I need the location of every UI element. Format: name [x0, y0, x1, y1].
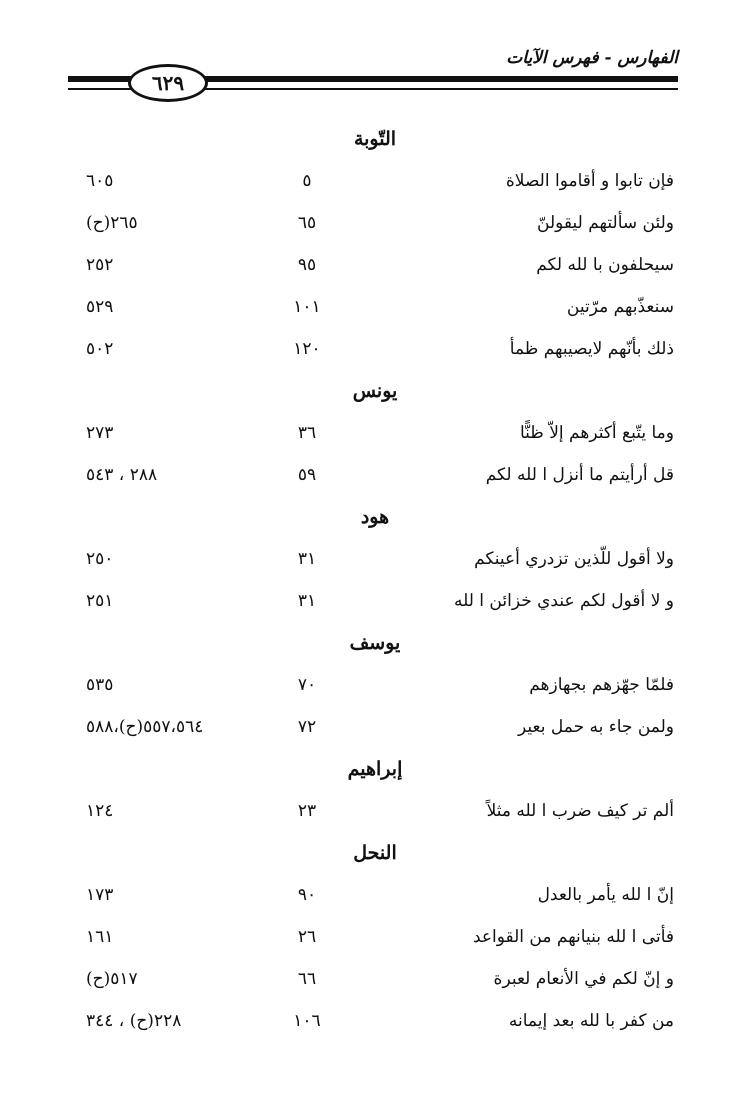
verse-row	[76, 160, 674, 202]
page-references: ٥٠٢	[86, 339, 114, 359]
verse-row	[76, 454, 674, 496]
verse-row	[76, 958, 674, 1000]
page-references: ٢٥٢	[86, 255, 114, 275]
page-references: ٦٠٥	[86, 171, 114, 191]
surah-heading: إبراهيم	[347, 758, 403, 780]
verse-row	[76, 916, 674, 958]
page-references: ١٧٣	[86, 885, 114, 905]
verse-number: ٧٢	[297, 717, 317, 737]
verse-text: فلمّا جهّزهم بجهازهم	[529, 675, 674, 695]
verse-row	[76, 412, 674, 454]
verse-row	[76, 790, 674, 832]
verse-text: و إنّ لكم في الأنعام لعبرة	[493, 969, 674, 989]
page-references: ٢٨٨ ، ٥٤٣	[86, 465, 158, 485]
page-references: ٢٥٠	[86, 549, 114, 569]
verse-row	[76, 664, 674, 706]
verse-number: ٩٥	[297, 255, 317, 275]
verse-number: ١٠٦	[293, 1011, 321, 1031]
surah-heading: يوسف	[349, 632, 401, 654]
verse-row	[76, 1000, 674, 1042]
page-references: ١٦١	[86, 927, 114, 947]
page-references: ١٢٤	[86, 801, 114, 821]
verse-text: فإن تابوا و أقاموا الصلاة	[505, 171, 674, 191]
verse-number: ٣١	[297, 549, 317, 569]
verse-text: ولمن جاء به حمل بعير	[518, 717, 674, 737]
page-references: ٢٥١	[86, 591, 114, 611]
page-number-badge: ٦٢٩	[128, 64, 208, 102]
page-references: ٥١٧(ح)	[86, 969, 138, 989]
verse-text: ألم تر كيف ضرب ا لله مثلاً	[486, 801, 674, 821]
verse-number: ٢٣	[297, 801, 317, 821]
verse-text: سنعذّبهم مرّتين	[566, 297, 674, 317]
verse-number: ١٢٠	[293, 339, 321, 359]
page-references: ٥٣٥	[86, 675, 114, 695]
verse-text: وما يتّبع أكثرهم إلاّ ظنًّا	[519, 423, 674, 443]
verse-text: ولا أقول للّذين تزدري أعينكم	[474, 549, 674, 569]
verse-text: فأتى ا لله بنيانهم من القواعد	[472, 927, 674, 947]
verse-number: ٣١	[297, 591, 317, 611]
verse-number: ٦٦	[297, 969, 317, 989]
verse-row	[76, 244, 674, 286]
verse-row	[76, 580, 674, 622]
page-references: ٥٥٧،٥٦٤(ح)،٥٨٨	[86, 717, 204, 737]
surah-heading: يونس	[352, 380, 398, 402]
verse-row	[76, 706, 674, 748]
verse-row	[76, 538, 674, 580]
page-references: ٢٢٨(ح) ، ٣٤٤	[86, 1011, 182, 1031]
running-header: الفهارس - فهرس الآيات	[506, 48, 678, 68]
verse-text: سيحلفون با لله لكم	[536, 255, 674, 275]
verse-row	[76, 874, 674, 916]
verse-number: ٣٦	[297, 423, 317, 443]
verse-number: ٦٥	[297, 213, 317, 233]
verse-number: ٧٠	[297, 675, 317, 695]
surah-heading: هود	[360, 506, 390, 528]
page-references: ٥٢٩	[86, 297, 114, 317]
verse-text: من كفر با لله بعد إيمانه	[508, 1011, 674, 1031]
verse-number: ٥٩	[297, 465, 317, 485]
verse-row	[76, 286, 674, 328]
verse-text: و لا أقول لكم عندي خزائن ا لله	[453, 591, 674, 611]
verse-number: ٢٦	[297, 927, 317, 947]
page-references: ٢٦٥(ح)	[86, 213, 138, 233]
surah-heading: التّوبة	[353, 128, 397, 150]
verse-row	[76, 202, 674, 244]
verse-index	[76, 118, 674, 1042]
verse-text: قل أرأيتم ما أنزل ا لله لكم	[485, 465, 674, 485]
verse-number: ٩٠	[297, 885, 317, 905]
verse-number: ١٠١	[293, 297, 321, 317]
verse-text: إنّ ا لله يأمر بالعدل	[537, 885, 674, 905]
verse-number: ٥	[302, 171, 312, 191]
verse-row	[76, 328, 674, 370]
page-references: ٢٧٣	[86, 423, 114, 443]
verse-text: ولئن سألتهم ليقولنّ	[537, 213, 674, 233]
verse-text: ذلك بأنّهم لايصيبهم ظمأ	[509, 339, 674, 359]
surah-heading: النحل	[353, 842, 397, 864]
